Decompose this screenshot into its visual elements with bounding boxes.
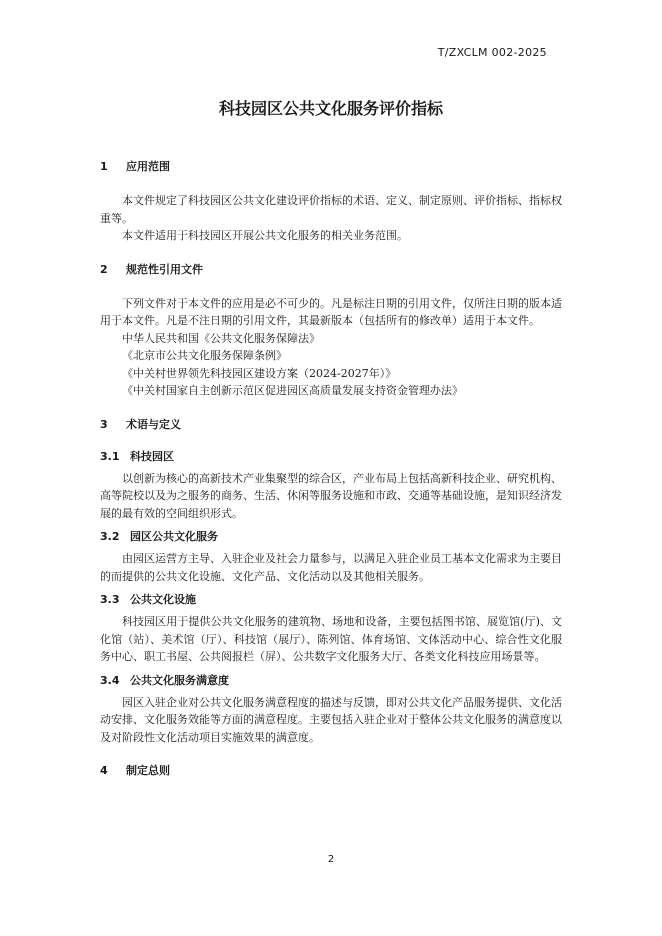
- subsection-3-1-heading: [100, 448, 562, 466]
- section-1-heading: [100, 158, 562, 176]
- section-number: 2: [100, 262, 108, 276]
- document-body: [100, 150, 562, 780]
- subsection-number: 3.4: [100, 673, 120, 687]
- paragraph: 以创新为核心的高新技术产业集聚型的综合区，产业布局上包括高新科技企业、研究机构、高等院校以及为之服务的商务、生活、休闲等服务设施和市政、交通等基础设施，是知识经济发展的最有效的空间组织形式。: [100, 471, 562, 520]
- document-title: 科技园区公共文化服务评价指标: [218, 99, 443, 118]
- page-number: 2: [327, 854, 335, 865]
- section-4-heading: [100, 762, 562, 780]
- subsection-number: 3.3: [100, 593, 120, 606]
- paragraph: 本文件规定了科技园区公共文化建设评价指标的术语、定义、制定原则、评价指标、指标权重等。: [100, 194, 562, 225]
- reference-item: 《中关村国家自主创新示范区促进园区高质量发展支持资金管理办法》: [122, 384, 463, 397]
- paragraph: 科技园区用于提供公共文化服务的建筑物、场地和设备，主要包括图书馆、展览馆(厅)、文化馆（站）、美术馆（厅）、科技馆（展厅）、陈列馆、体育场馆、文体活动中心、综合性文化服务中心、职工书屋、公共阅报栏（屏）、公共数字文化服务大厅、各类文化科技应用场景等。: [100, 615, 562, 663]
- section-3-heading: [100, 416, 562, 434]
- subsection-title: 科技园区: [130, 449, 174, 463]
- subsection-3-3-heading: [100, 591, 562, 609]
- subsection-3-2-heading: [100, 528, 562, 546]
- paragraph: 本文件适用于科技园区开展公共文化服务的相关业务范围。: [122, 229, 408, 242]
- reference-item: 《北京市公共文化服务保障条例》: [122, 349, 287, 362]
- section-number: 4: [100, 764, 108, 777]
- subsection-number: 3.2: [100, 530, 120, 543]
- document-code: T/ZXCLM 002-2025: [437, 46, 547, 59]
- reference-item: 《中关村世界领先科技园区建设方案（2024-2027年）》: [122, 366, 397, 380]
- subsection-title: 公共文化设施: [130, 593, 196, 606]
- paragraph: 由园区运营方主导、入驻企业及社会力量参与，以满足入驻企业员工基本文化需求为主要目的而提供的公共文化设施、文化产品、文化活动以及其他相关服务。: [100, 552, 562, 583]
- paragraph: 园区入驻企业对公共文化服务满意程度的描述与反馈，即对公共文化产品服务提供、文化活动安排、文化服务效能等方面的满意程度。主要包括入驻企业对于整体公共文化服务的满意度以及对阶段性文化活动项目实施效果的满意度。: [100, 695, 562, 744]
- subsection-3-4-heading: [100, 672, 562, 690]
- section-title: 应用范围: [126, 160, 170, 173]
- section-number: 1: [100, 160, 108, 173]
- section-title: 规范性引用文件: [126, 262, 203, 276]
- section-2-heading: [100, 261, 562, 279]
- section-title: 制定总则: [126, 764, 170, 777]
- subsection-title: 园区公共文化服务: [130, 530, 218, 543]
- section-title: 术语与定义: [126, 417, 181, 431]
- section-number: 3: [100, 417, 108, 431]
- reference-item: 中华人民共和国《公共文化服务保障法》: [122, 331, 320, 345]
- paragraph: 下列文件对于本文件的应用是必不可少的。凡是标注日期的引用文件，仅所注日期的版本适用于本文件。凡是不注日期的引用文件，其最新版本（包括所有的修改单）适用于本文件。: [100, 296, 562, 327]
- subsection-title: 公共文化服务满意度: [130, 673, 229, 687]
- subsection-number: 3.1: [100, 449, 120, 463]
